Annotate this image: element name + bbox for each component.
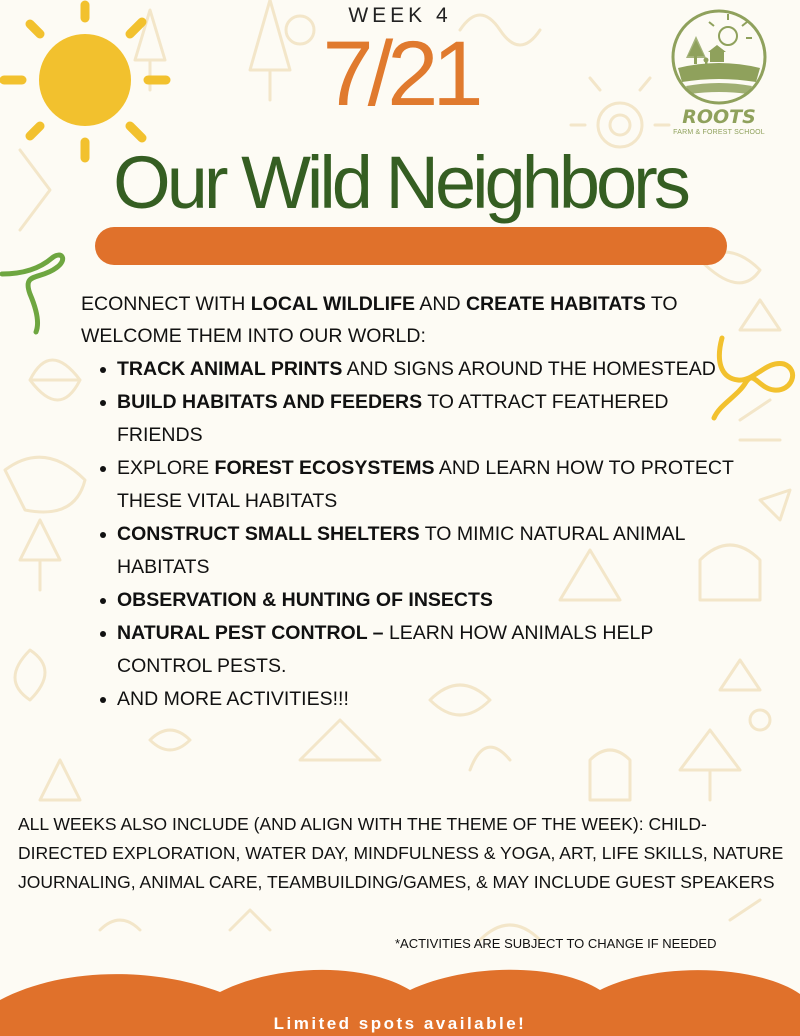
all-weeks-paragraph: ALL WEEKS ALSO INCLUDE (AND ALIGN WITH THE THEME OF THE WEEK): CHILD-DIRECTED EXPLORATION, WATER DAY, MINDFULNESS & YOGA, ART, LIFE SKILLS, NATURE JOURNALING, ANIMAL CARE, TEAMBUILDING/GAMES, & MAY INCLUDE GUEST SPEAKERS	[18, 814, 784, 892]
list-item	[98, 353, 738, 386]
camp-date: 7/21	[322, 23, 478, 125]
disclaimer-note: *ACTIVITIES ARE SUBJECT TO CHANGE IF NEEDED	[395, 936, 717, 951]
green-squiggle-icon	[0, 246, 70, 338]
activity-bold: BUILD HABITATS AND FEEDERS	[117, 391, 423, 413]
activity-text: TO ATTRACT FEATHERED FRIENDS	[117, 391, 669, 446]
list-item	[98, 683, 738, 716]
roots-logo	[670, 8, 768, 140]
page-title: Our Wild Neighbors	[113, 141, 687, 224]
activity-text: AND MORE ACTIVITIES!!!	[117, 688, 349, 710]
activity-bold: FOREST ECOSYSTEMS	[214, 457, 435, 479]
activity-text: AND LEARN HOW TO PROTECT THESE VITAL HABITATS	[117, 457, 734, 512]
activity-bold: NATURAL PEST CONTROL –	[117, 622, 384, 644]
activity-bold: OBSERVATION & HUNTING OF INSECTS	[117, 589, 493, 611]
activity-bold: CONSTRUCT SMALL SHELTERS	[117, 523, 420, 545]
week-label: WEEK 4	[348, 4, 452, 27]
activity-list	[98, 353, 738, 716]
activity-lead: EXPLORE	[117, 457, 215, 479]
limited-spots-banner: Limited spots available!	[273, 1014, 527, 1033]
activity-text: LEARN HOW ANIMALS HELP CONTROL PESTS.	[117, 622, 653, 677]
list-item	[98, 584, 738, 617]
list-item	[98, 617, 738, 683]
intro-text: ECONNECT WITH	[81, 293, 251, 315]
intro-bold-habitats: CREATE HABITATS	[465, 293, 646, 315]
intro-bold-wildlife: LOCAL WILDLIFE	[250, 293, 416, 315]
activity-bold: TRACK ANIMAL PRINTS	[117, 358, 343, 380]
activity-text: AND SIGNS AROUND THE HOMESTEAD	[342, 358, 716, 380]
intro-text: TO WELCOME THEM INTO OUR WORLD:	[81, 293, 678, 347]
logo-subtitle: FARM & FOREST SCHOOL	[673, 129, 765, 136]
intro-paragraph	[81, 288, 721, 352]
roots-logo-icon	[670, 8, 768, 106]
activity-text: TO MIMIC NATURAL ANIMAL HABITATS	[117, 523, 685, 578]
logo-name: ROOTS	[682, 106, 756, 128]
list-item	[98, 518, 738, 584]
list-item	[98, 452, 738, 518]
intro-text: AND	[415, 293, 466, 315]
list-item	[98, 386, 738, 452]
title-underline-bar	[95, 227, 727, 265]
